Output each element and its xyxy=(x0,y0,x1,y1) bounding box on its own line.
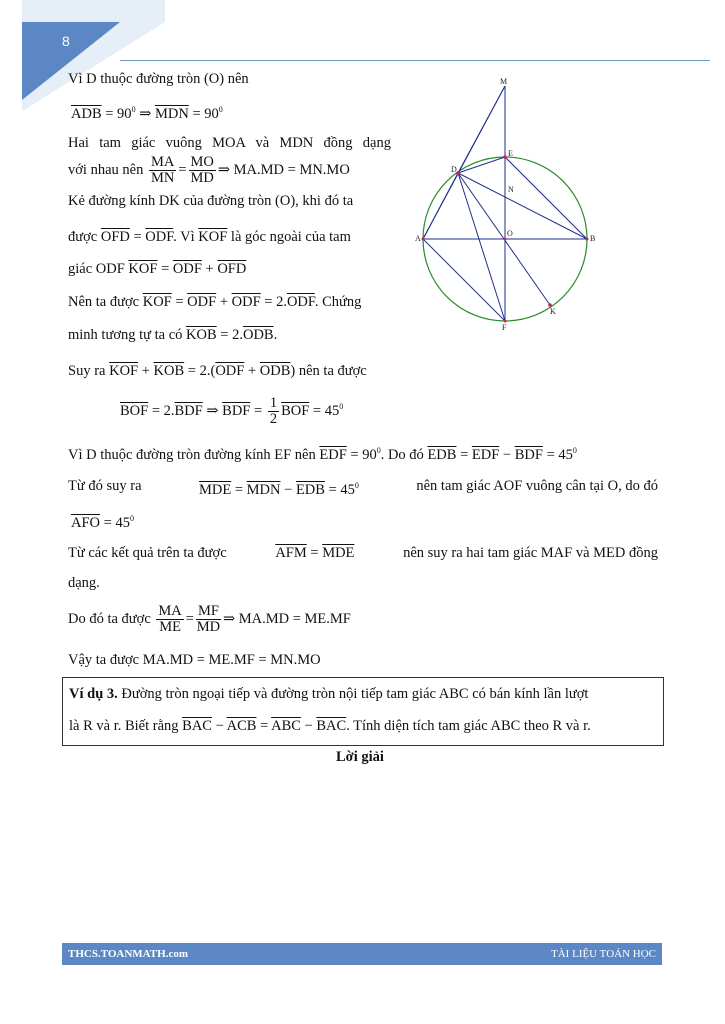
geometry-figure xyxy=(410,76,600,336)
label-k: K xyxy=(550,307,556,316)
text-line: Kẻ đường kính DK của đường tròn (O), khi đó ta xyxy=(68,193,354,209)
footer-bar xyxy=(62,943,662,965)
label-a: A xyxy=(415,234,421,243)
math-line: được $\overline{OFD} = \overline{ODF}$. Vì $\overline{KOF}$ là góc ngoài của tam xyxy=(68,229,351,245)
math-line: Vì D thuộc đường tròn đường kính EF nên $\overline{EDF} = 90^0$. Do đó $\overline{EDB} = \overline{EDF} - \overline{BDF} = 45^0$ xyxy=(68,446,577,463)
label-o: O xyxy=(507,229,513,238)
text-line: dạng. xyxy=(68,575,100,591)
page-number: 8 xyxy=(62,33,70,49)
label-n: N xyxy=(508,185,514,194)
math-line: Nên ta được $\overline{KOF} = \overline{ODF} + \overline{ODF} = 2.\overline{ODF}$. Chứng xyxy=(68,294,362,310)
footer-left[interactable]: THCS.TOANMATH.com xyxy=(68,948,188,960)
line-eb xyxy=(505,157,587,239)
label-f: F xyxy=(502,323,507,332)
math-line: với nhau nên $\frac{MA}{MN}$ = $\frac{MO}{MD}$ ⇒ MA.MD = MN.MO xyxy=(68,154,350,187)
label-e: E xyxy=(508,149,513,158)
math-line: Suy ra $\overline{KOF} + \overline{KOB} = 2.(\overline{ODF} + \overline{ODB})$ nên ta được xyxy=(68,363,367,379)
math-line: Từ các kết quả trên ta được $\overline{AFM} = \overline{MDE}$ nên suy ra hai tam giác MAF và MED đồng xyxy=(68,545,658,561)
math-line: $\overline{BOF} = 2.\overline{BDF}$ ⇒ $\overline{BDF}$ = $\frac{1}{2}$ $\overline{BOF} = 45^0$ xyxy=(120,395,344,427)
solution-heading: Lời giải xyxy=(336,749,384,765)
line-da xyxy=(423,173,458,239)
label-b: B xyxy=(590,234,596,243)
math-line: giác ODF $\overline{KOF} = \overline{ODF} + \overline{OFD}$ xyxy=(68,261,247,277)
footer-right: TÀI LIỆU TOÁN HỌC xyxy=(551,948,656,960)
label-d: D xyxy=(451,165,457,174)
text-line: Hai tam giác vuông MOA và MDN đồng dạng xyxy=(68,135,391,151)
example-line-2: là R và r. Biết rằng $\overline{BAC} - \overline{ACB} = \overline{ABC} - \overline{BAC}$. Tính diện tích tam giác ABC theo R và r. xyxy=(69,718,591,734)
text-line: Vậy ta được MA.MD = ME.MF = MN.MO xyxy=(68,652,321,668)
math-line: $\overline{ADB} = 90^0$ ⇒ $\overline{MDN} = 90^0$ xyxy=(71,105,223,122)
text-line: Vì D thuộc đường tròn (O) nên xyxy=(68,71,249,87)
line-af xyxy=(423,239,505,321)
math-line: Do đó ta được $\frac{MA}{ME}$ = $\frac{MF}{MD}$ ⇒ MA.MD = ME.MF xyxy=(68,603,351,636)
example-box xyxy=(62,677,664,746)
label-m: M xyxy=(500,77,508,86)
math-line: Từ đó suy ra $\overline{MDE} = \overline{MDN} - \overline{EDB} = 45^0$ nên tam giác AOF vuông cân tại O, do đó xyxy=(68,478,658,498)
header-rule xyxy=(120,60,710,61)
line-db xyxy=(458,173,587,239)
example-line-1: Ví dụ 3. Đường tròn ngoại tiếp và đường tròn nội tiếp tam giác ABC có bán kính lần lượt xyxy=(69,686,589,702)
math-line: minh tương tự ta có $\overline{KOB} = 2.\overline{ODB}$. xyxy=(68,327,278,343)
math-line: $\overline{AFO} = 45^0$ xyxy=(71,514,134,531)
line-df xyxy=(458,173,505,321)
